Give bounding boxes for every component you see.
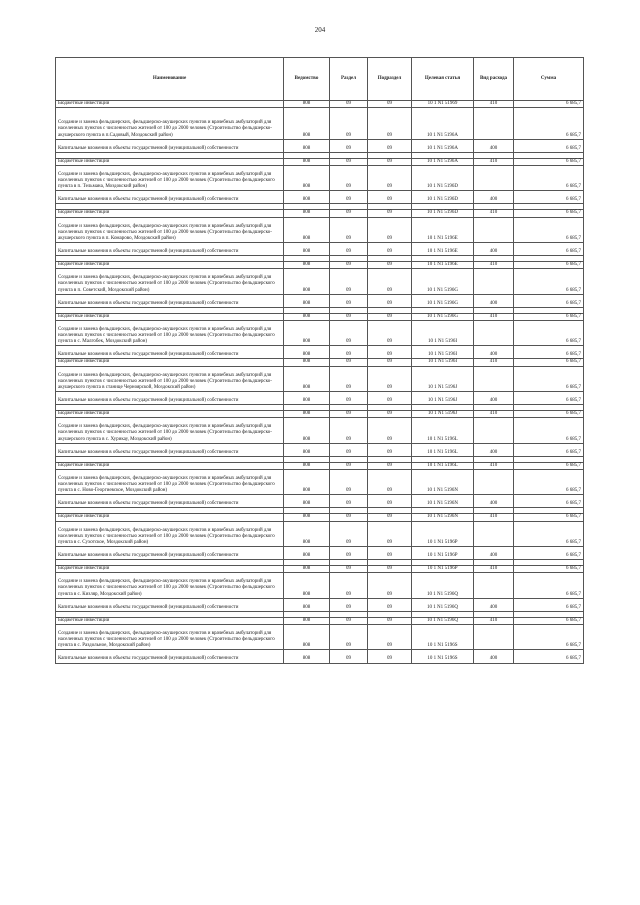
cell-cs: 10 1 N1 5196N bbox=[412, 514, 474, 521]
cell-cs: 10 1 N1 5196P bbox=[412, 546, 474, 559]
table-row bbox=[56, 158, 584, 165]
table-row bbox=[56, 346, 584, 359]
cell-name: Капитальные вложения в объекты государственной (муниципальной) собственности bbox=[56, 294, 284, 307]
cell-vr: 410 bbox=[474, 617, 514, 624]
cell-vr: 400 bbox=[474, 495, 514, 508]
cell-razdel: 09 bbox=[330, 391, 368, 404]
cell-sum: 6 685,7 bbox=[514, 366, 584, 391]
cell-cs: 10 1 N1 5196D bbox=[412, 191, 474, 204]
cell-sum: 6 685,7 bbox=[514, 495, 584, 508]
cell-ved: 808 bbox=[284, 443, 330, 456]
cell-name: Бюджетные инвестиции bbox=[56, 617, 284, 624]
cell-podrazdel: 09 bbox=[368, 495, 412, 508]
header-vr: Вид расхода bbox=[474, 58, 514, 101]
cell-ved: 808 bbox=[284, 359, 330, 366]
cell-sum: 6 685,7 bbox=[514, 313, 584, 320]
cell-podrazdel: 09 bbox=[368, 411, 412, 418]
cell-cs: 10 1 N1 5196D bbox=[412, 165, 474, 190]
header-razdel: Раздел bbox=[330, 58, 368, 101]
cell-razdel: 09 bbox=[330, 262, 368, 269]
cell-vr bbox=[474, 624, 514, 649]
table-row bbox=[56, 217, 584, 242]
cell-name: Бюджетные инвестиции bbox=[56, 158, 284, 165]
cell-sum: 6 685,7 bbox=[514, 359, 584, 366]
cell-ved: 808 bbox=[284, 313, 330, 320]
header-sum: Сумма bbox=[514, 58, 584, 101]
cell-ved: 808 bbox=[284, 624, 330, 649]
cell-vr: 410 bbox=[474, 101, 514, 108]
cell-name: Создание и замена фельдшерских, фельдшерско-акушерских пунктов и врачебных амбулаторий для населенных пунктов с численностью жителей от 100 до 2000 человек (Строительство фельдшерского пункта в с. Кизляр, Моздокский район) bbox=[56, 573, 284, 598]
cell-sum: 6 685,7 bbox=[514, 320, 584, 345]
cell-vr: 400 bbox=[474, 346, 514, 359]
cell-sum: 6 685,7 bbox=[514, 191, 584, 204]
cell-sum: 6 685,7 bbox=[514, 650, 584, 663]
cell-vr: 400 bbox=[474, 546, 514, 559]
cell-razdel: 09 bbox=[330, 650, 368, 663]
cell-sum: 6 685,7 bbox=[514, 566, 584, 573]
cell-sum: 6 685,7 bbox=[514, 165, 584, 190]
table-row bbox=[56, 320, 584, 345]
cell-ved: 808 bbox=[284, 210, 330, 217]
table-row bbox=[56, 546, 584, 559]
cell-ved: 808 bbox=[284, 269, 330, 294]
cell-sum: 6 685,7 bbox=[514, 617, 584, 624]
table-row bbox=[56, 617, 584, 624]
cell-ved: 808 bbox=[284, 262, 330, 269]
cell-podrazdel: 09 bbox=[368, 191, 412, 204]
cell-sum: 6 685,7 bbox=[514, 210, 584, 217]
cell-vr: 400 bbox=[474, 443, 514, 456]
cell-podrazdel: 09 bbox=[368, 359, 412, 366]
table-row bbox=[56, 469, 584, 494]
cell-ved: 808 bbox=[284, 411, 330, 418]
cell-sum: 6 685,7 bbox=[514, 294, 584, 307]
cell-cs: 10 1 N1 5196J bbox=[412, 411, 474, 418]
cell-vr: 410 bbox=[474, 262, 514, 269]
cell-cs: 10 1 N1 5196Q bbox=[412, 573, 474, 598]
cell-cs: 10 1 N1 51969 bbox=[412, 101, 474, 108]
header-podrazdel: Подраздел bbox=[368, 58, 412, 101]
cell-razdel: 09 bbox=[330, 320, 368, 345]
cell-podrazdel: 09 bbox=[368, 462, 412, 469]
table-row bbox=[56, 191, 584, 204]
cell-vr bbox=[474, 320, 514, 345]
cell-ved: 808 bbox=[284, 217, 330, 242]
table-row bbox=[56, 294, 584, 307]
cell-name: Капитальные вложения в объекты государственной (муниципальной) собственности bbox=[56, 191, 284, 204]
table-row bbox=[56, 624, 584, 649]
cell-name: Капитальные вложения в объекты государственной (муниципальной) собственности bbox=[56, 443, 284, 456]
cell-vr bbox=[474, 521, 514, 546]
cell-sum: 6 685,7 bbox=[514, 262, 584, 269]
cell-vr: 410 bbox=[474, 158, 514, 165]
cell-name: Создание и замена фельдшерских, фельдшерско-акушерских пунктов и врачебных амбулаторий для населенных пунктов с численностью жителей от 100 до 2000 человек (Строительство фельдшерско-акушерского пункта в с. Хурикау, Моздокский район) bbox=[56, 418, 284, 443]
cell-sum: 6 685,7 bbox=[514, 514, 584, 521]
cell-vr: 410 bbox=[474, 411, 514, 418]
cell-razdel: 09 bbox=[330, 495, 368, 508]
table-body bbox=[56, 101, 584, 664]
cell-vr: 400 bbox=[474, 650, 514, 663]
cell-name: Создание и замена фельдшерских, фельдшерско-акушерских пунктов и врачебных амбулаторий для населенных пунктов с численностью жителей от 100 до 2000 человек (Строительство фельдшерского пункта в с. Ново-Георгиевское, Моздокский район) bbox=[56, 469, 284, 494]
table-row bbox=[56, 521, 584, 546]
table-row bbox=[56, 101, 584, 108]
cell-razdel: 09 bbox=[330, 514, 368, 521]
cell-name: Бюджетные инвестиции bbox=[56, 101, 284, 108]
table-row bbox=[56, 650, 584, 663]
cell-sum: 6 685,7 bbox=[514, 217, 584, 242]
cell-podrazdel: 09 bbox=[368, 101, 412, 108]
cell-podrazdel: 09 bbox=[368, 139, 412, 152]
cell-podrazdel: 09 bbox=[368, 391, 412, 404]
table-row bbox=[56, 366, 584, 391]
cell-cs: 10 1 N1 5196A bbox=[412, 108, 474, 140]
table-row bbox=[56, 391, 584, 404]
cell-name: Создание и замена фельдшерских, фельдшерско-акушерских пунктов и врачебных амбулаторий для населенных пунктов с численностью жителей от 100 до 2000 человек (Строительство фельдшерско-акушерского пункта в п.Садовый, Моздокский район) bbox=[56, 108, 284, 140]
cell-cs: 10 1 N1 5196S bbox=[412, 650, 474, 663]
page-number: 204 bbox=[314, 26, 326, 34]
cell-razdel: 09 bbox=[330, 346, 368, 359]
table-row bbox=[56, 210, 584, 217]
cell-cs: 10 1 N1 5196I bbox=[412, 320, 474, 345]
cell-sum: 6 685,7 bbox=[514, 101, 584, 108]
cell-ved: 808 bbox=[284, 598, 330, 611]
table-row bbox=[56, 443, 584, 456]
table-header-row bbox=[56, 58, 584, 101]
cell-podrazdel: 09 bbox=[368, 598, 412, 611]
cell-razdel: 09 bbox=[330, 617, 368, 624]
cell-razdel: 09 bbox=[330, 158, 368, 165]
cell-vr: 400 bbox=[474, 598, 514, 611]
cell-name: Капитальные вложения в объекты государственной (муниципальной) собственности bbox=[56, 391, 284, 404]
cell-name: Капитальные вложения в объекты государственной (муниципальной) собственности bbox=[56, 139, 284, 152]
cell-razdel: 09 bbox=[330, 139, 368, 152]
cell-name: Капитальные вложения в объекты государственной (муниципальной) собственности bbox=[56, 546, 284, 559]
cell-sum: 6 685,7 bbox=[514, 242, 584, 255]
cell-cs: 10 1 N1 5196S bbox=[412, 624, 474, 649]
cell-ved: 808 bbox=[284, 320, 330, 345]
cell-razdel: 09 bbox=[330, 366, 368, 391]
cell-name: Создание и замена фельдшерских, фельдшерско-акушерских пунктов и врачебных амбулаторий для населенных пунктов с численностью жителей от 100 до 2000 человек (Строительство фельдшерского пункта в п. Тельмана, Моздокский район) bbox=[56, 165, 284, 190]
cell-razdel: 09 bbox=[330, 359, 368, 366]
cell-razdel: 09 bbox=[330, 294, 368, 307]
cell-podrazdel: 09 bbox=[368, 294, 412, 307]
table-row bbox=[56, 566, 584, 573]
cell-razdel: 09 bbox=[330, 313, 368, 320]
cell-cs: 10 1 N1 5196P bbox=[412, 566, 474, 573]
cell-vr bbox=[474, 469, 514, 494]
cell-sum: 6 685,7 bbox=[514, 573, 584, 598]
cell-ved: 808 bbox=[284, 242, 330, 255]
cell-razdel: 09 bbox=[330, 566, 368, 573]
table-row bbox=[56, 359, 584, 366]
cell-podrazdel: 09 bbox=[368, 617, 412, 624]
cell-vr: 410 bbox=[474, 359, 514, 366]
cell-name: Бюджетные инвестиции bbox=[56, 262, 284, 269]
cell-razdel: 09 bbox=[330, 624, 368, 649]
cell-cs: 10 1 N1 5196L bbox=[412, 418, 474, 443]
cell-vr bbox=[474, 269, 514, 294]
cell-ved: 808 bbox=[284, 462, 330, 469]
table-row bbox=[56, 573, 584, 598]
cell-cs: 10 1 N1 5196J bbox=[412, 391, 474, 404]
cell-razdel: 09 bbox=[330, 108, 368, 140]
cell-sum: 6 685,7 bbox=[514, 521, 584, 546]
cell-sum: 6 685,7 bbox=[514, 108, 584, 140]
cell-vr: 400 bbox=[474, 139, 514, 152]
cell-vr bbox=[474, 573, 514, 598]
cell-cs: 10 1 N1 5196N bbox=[412, 469, 474, 494]
cell-sum: 6 685,7 bbox=[514, 462, 584, 469]
cell-vr: 400 bbox=[474, 294, 514, 307]
cell-sum: 6 685,7 bbox=[514, 139, 584, 152]
cell-sum: 6 685,7 bbox=[514, 443, 584, 456]
cell-razdel: 09 bbox=[330, 165, 368, 190]
cell-cs: 10 1 N1 5196L bbox=[412, 443, 474, 456]
cell-podrazdel: 09 bbox=[368, 269, 412, 294]
cell-cs: 10 1 N1 5196E bbox=[412, 217, 474, 242]
table-row bbox=[56, 269, 584, 294]
cell-vr: 410 bbox=[474, 462, 514, 469]
cell-vr: 400 bbox=[474, 191, 514, 204]
cell-podrazdel: 09 bbox=[368, 573, 412, 598]
cell-sum: 6 685,7 bbox=[514, 418, 584, 443]
cell-cs: 10 1 N1 5196G bbox=[412, 313, 474, 320]
cell-cs: 10 1 N1 5196N bbox=[412, 495, 474, 508]
cell-razdel: 09 bbox=[330, 269, 368, 294]
cell-vr: 410 bbox=[474, 514, 514, 521]
cell-razdel: 09 bbox=[330, 546, 368, 559]
cell-name: Бюджетные инвестиции bbox=[56, 566, 284, 573]
table-row bbox=[56, 139, 584, 152]
cell-podrazdel: 09 bbox=[368, 650, 412, 663]
cell-vr bbox=[474, 217, 514, 242]
cell-cs: 10 1 N1 5196E bbox=[412, 262, 474, 269]
cell-cs: 10 1 N1 5196A bbox=[412, 139, 474, 152]
cell-cs: 10 1 N1 5196Q bbox=[412, 617, 474, 624]
cell-name: Капитальные вложения в объекты государственной (муниципальной) собственности bbox=[56, 346, 284, 359]
cell-cs: 10 1 N1 5196I bbox=[412, 346, 474, 359]
cell-name: Капитальные вложения в объекты государственной (муниципальной) собственности bbox=[56, 598, 284, 611]
cell-podrazdel: 09 bbox=[368, 418, 412, 443]
cell-razdel: 09 bbox=[330, 573, 368, 598]
cell-razdel: 09 bbox=[330, 469, 368, 494]
cell-podrazdel: 09 bbox=[368, 242, 412, 255]
cell-name: Создание и замена фельдшерских, фельдшерско-акушерских пунктов и врачебных амбулаторий для населенных пунктов с численностью жителей от 100 до 2000 человек (Строительство фельдшерского пункта в с. Раздольное, Моздокский район) bbox=[56, 624, 284, 649]
table-row bbox=[56, 514, 584, 521]
cell-ved: 808 bbox=[284, 391, 330, 404]
cell-vr bbox=[474, 366, 514, 391]
cell-podrazdel: 09 bbox=[368, 566, 412, 573]
cell-ved: 808 bbox=[284, 617, 330, 624]
cell-cs: 10 1 N1 5196E bbox=[412, 242, 474, 255]
cell-name: Бюджетные инвестиции bbox=[56, 359, 284, 366]
cell-sum: 6 685,7 bbox=[514, 269, 584, 294]
cell-name: Бюджетные инвестиции bbox=[56, 462, 284, 469]
cell-vr bbox=[474, 165, 514, 190]
header-cs: Целевая статья bbox=[412, 58, 474, 101]
cell-ved: 808 bbox=[284, 165, 330, 190]
table-row bbox=[56, 418, 584, 443]
table-row bbox=[56, 462, 584, 469]
cell-vr: 400 bbox=[474, 391, 514, 404]
header-name: Наименование bbox=[56, 58, 284, 101]
table-row bbox=[56, 262, 584, 269]
cell-ved: 808 bbox=[284, 366, 330, 391]
cell-ved: 808 bbox=[284, 514, 330, 521]
cell-vr bbox=[474, 418, 514, 443]
cell-podrazdel: 09 bbox=[368, 320, 412, 345]
cell-ved: 808 bbox=[284, 108, 330, 140]
cell-ved: 808 bbox=[284, 469, 330, 494]
cell-podrazdel: 09 bbox=[368, 210, 412, 217]
cell-podrazdel: 09 bbox=[368, 514, 412, 521]
cell-podrazdel: 09 bbox=[368, 158, 412, 165]
cell-podrazdel: 09 bbox=[368, 217, 412, 242]
cell-cs: 10 1 N1 5196G bbox=[412, 294, 474, 307]
table-row bbox=[56, 313, 584, 320]
cell-cs: 10 1 N1 5196L bbox=[412, 462, 474, 469]
cell-ved: 808 bbox=[284, 346, 330, 359]
cell-cs: 10 1 N1 5196G bbox=[412, 269, 474, 294]
cell-podrazdel: 09 bbox=[368, 624, 412, 649]
cell-ved: 808 bbox=[284, 191, 330, 204]
cell-razdel: 09 bbox=[330, 521, 368, 546]
table-row bbox=[56, 411, 584, 418]
table-row bbox=[56, 598, 584, 611]
cell-name: Создание и замена фельдшерских, фельдшерско-акушерских пунктов и врачебных амбулаторий для населенных пунктов с численностью жителей от 100 до 2000 человек (Строительство фельдшерского пункта в с. Сухотское, Моздокский район) bbox=[56, 521, 284, 546]
cell-podrazdel: 09 bbox=[368, 546, 412, 559]
cell-vr: 410 bbox=[474, 566, 514, 573]
cell-ved: 808 bbox=[284, 573, 330, 598]
cell-ved: 808 bbox=[284, 495, 330, 508]
cell-vr bbox=[474, 108, 514, 140]
cell-razdel: 09 bbox=[330, 598, 368, 611]
cell-cs: 10 1 N1 5196J bbox=[412, 366, 474, 391]
cell-ved: 808 bbox=[284, 546, 330, 559]
cell-razdel: 09 bbox=[330, 101, 368, 108]
cell-podrazdel: 09 bbox=[368, 366, 412, 391]
cell-sum: 6 685,7 bbox=[514, 469, 584, 494]
cell-name: Создание и замена фельдшерских, фельдшерско-акушерских пунктов и врачебных амбулаторий для населенных пунктов с численностью жителей от 100 до 2000 человек (Строительство фельдшерско-акушерского пункта в п. Комарово, Моздокский район) bbox=[56, 217, 284, 242]
cell-name: Создание и замена фельдшерских, фельдшерско-акушерских пунктов и врачебных амбулаторий для населенных пунктов с численностью жителей от 100 до 2000 человек (Строительство фельдшерско-акушерского пункта в станице Черноярской, Моздокский район) bbox=[56, 366, 284, 391]
cell-name: Бюджетные инвестиции bbox=[56, 411, 284, 418]
cell-vr: 410 bbox=[474, 313, 514, 320]
cell-podrazdel: 09 bbox=[368, 262, 412, 269]
cell-razdel: 09 bbox=[330, 210, 368, 217]
cell-name: Бюджетные инвестиции bbox=[56, 313, 284, 320]
cell-name: Капитальные вложения в объекты государственной (муниципальной) собственности bbox=[56, 650, 284, 663]
cell-ved: 808 bbox=[284, 158, 330, 165]
cell-ved: 808 bbox=[284, 566, 330, 573]
cell-name: Капитальные вложения в объекты государственной (муниципальной) собственности bbox=[56, 242, 284, 255]
cell-name: Создание и замена фельдшерских, фельдшерско-акушерских пунктов и врачебных амбулаторий для населенных пунктов с численностью жителей от 100 до 2000 человек (Строительство фельдшерского пункта в п. Советский, Моздокский район) bbox=[56, 269, 284, 294]
cell-sum: 6 685,7 bbox=[514, 411, 584, 418]
cell-podrazdel: 09 bbox=[368, 165, 412, 190]
cell-razdel: 09 bbox=[330, 242, 368, 255]
cell-cs: 10 1 N1 5196I bbox=[412, 359, 474, 366]
cell-podrazdel: 09 bbox=[368, 346, 412, 359]
table-row bbox=[56, 108, 584, 140]
cell-podrazdel: 09 bbox=[368, 521, 412, 546]
cell-ved: 808 bbox=[284, 418, 330, 443]
cell-podrazdel: 09 bbox=[368, 443, 412, 456]
cell-razdel: 09 bbox=[330, 462, 368, 469]
cell-sum: 6 685,7 bbox=[514, 546, 584, 559]
table-row bbox=[56, 165, 584, 190]
header-ved: Ведомство bbox=[284, 58, 330, 101]
cell-razdel: 09 bbox=[330, 443, 368, 456]
cell-cs: 10 1 N1 5196D bbox=[412, 210, 474, 217]
cell-cs: 10 1 N1 5196P bbox=[412, 521, 474, 546]
cell-razdel: 09 bbox=[330, 217, 368, 242]
cell-sum: 6 685,7 bbox=[514, 158, 584, 165]
cell-sum: 6 685,7 bbox=[514, 624, 584, 649]
cell-razdel: 09 bbox=[330, 418, 368, 443]
table-row bbox=[56, 495, 584, 508]
cell-vr: 400 bbox=[474, 242, 514, 255]
cell-ved: 808 bbox=[284, 139, 330, 152]
cell-name: Создание и замена фельдшерских, фельдшерско-акушерских пунктов и врачебных амбулаторий для населенных пунктов с численностью жителей от 100 до 2000 человек (Строительство фельдшерского пункта в с. Малгобек, Моздокский район) bbox=[56, 320, 284, 345]
cell-cs: 10 1 N1 5196A bbox=[412, 158, 474, 165]
budget-table bbox=[55, 57, 584, 664]
cell-ved: 808 bbox=[284, 101, 330, 108]
cell-ved: 808 bbox=[284, 294, 330, 307]
cell-podrazdel: 09 bbox=[368, 469, 412, 494]
cell-sum: 6 685,7 bbox=[514, 598, 584, 611]
cell-ved: 808 bbox=[284, 521, 330, 546]
cell-ved: 808 bbox=[284, 650, 330, 663]
cell-sum: 6 685,7 bbox=[514, 391, 584, 404]
table-row bbox=[56, 242, 584, 255]
cell-vr: 410 bbox=[474, 210, 514, 217]
cell-name: Бюджетные инвестиции bbox=[56, 514, 284, 521]
cell-razdel: 09 bbox=[330, 191, 368, 204]
cell-cs: 10 1 N1 5196Q bbox=[412, 598, 474, 611]
cell-name: Бюджетные инвестиции bbox=[56, 210, 284, 217]
cell-name: Капитальные вложения в объекты государственной (муниципальной) собственности bbox=[56, 495, 284, 508]
cell-razdel: 09 bbox=[330, 411, 368, 418]
cell-podrazdel: 09 bbox=[368, 108, 412, 140]
cell-sum: 6 685,7 bbox=[514, 346, 584, 359]
cell-podrazdel: 09 bbox=[368, 313, 412, 320]
